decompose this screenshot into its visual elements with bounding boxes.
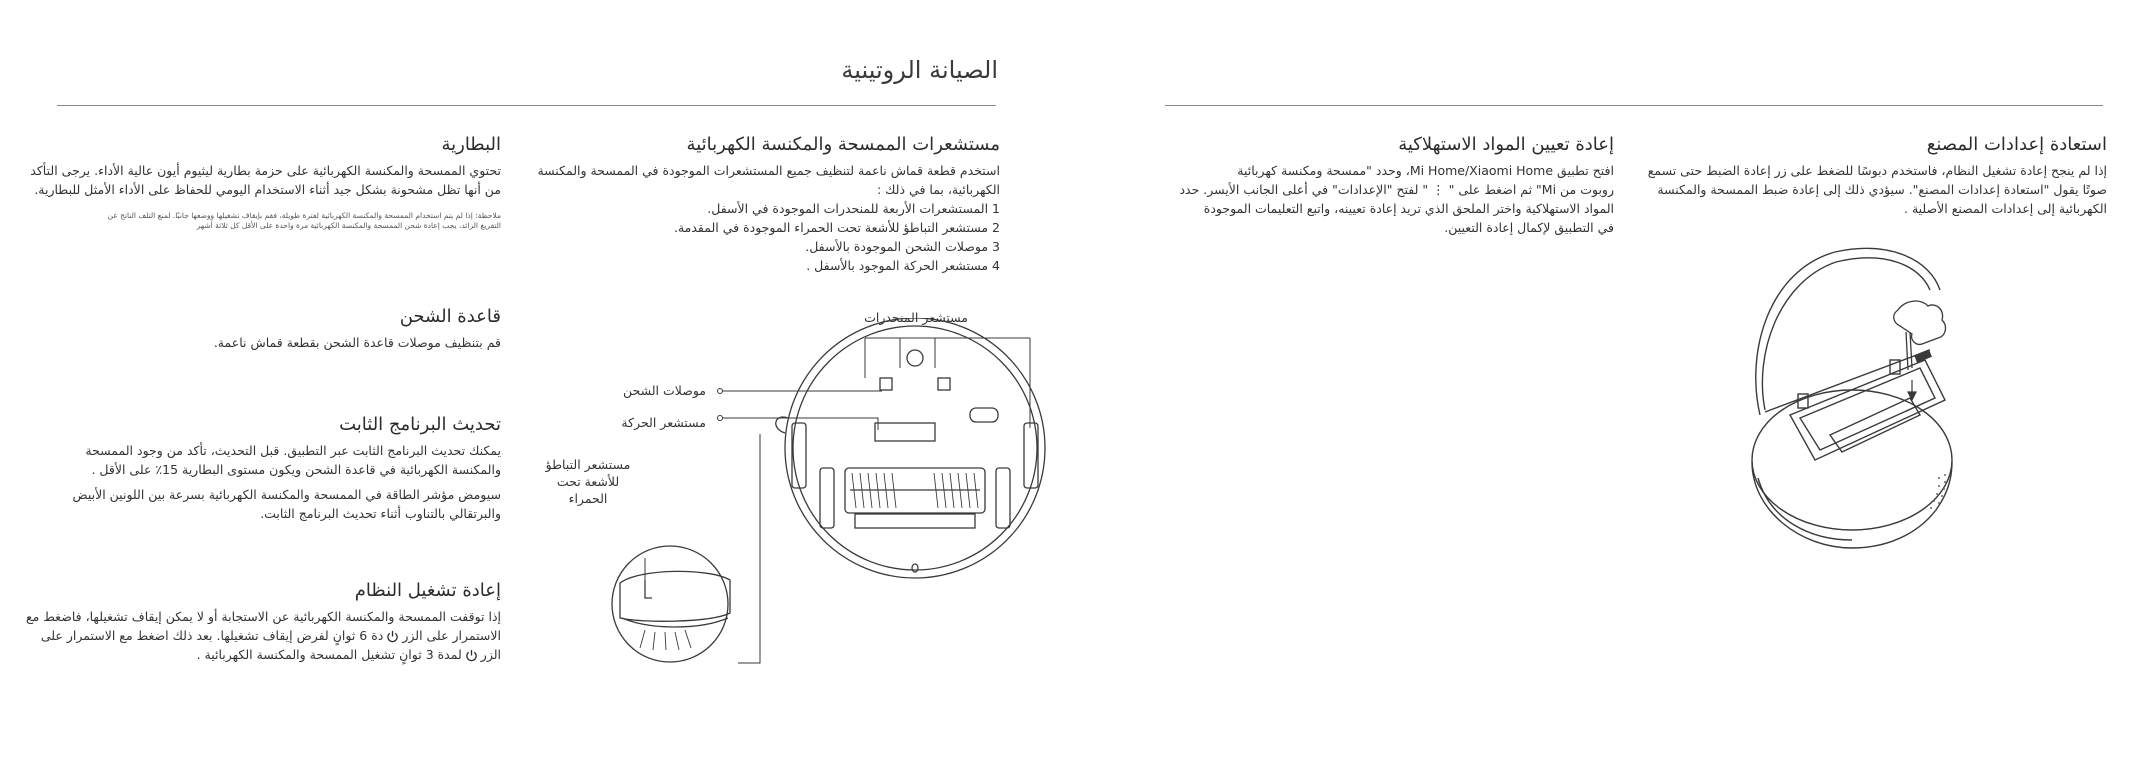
ir-sensor-label-line: مستشعر التباطؤ	[545, 457, 631, 472]
battery-heading: البطارية	[441, 134, 501, 155]
ir-sensor-label-line: الحمراء	[568, 491, 608, 506]
sensors-list-item: 3 موصلات الشحن الموجودة بالأسفل.	[805, 239, 1000, 254]
factory-reset-heading: استعادة إعدادات المصنع	[1926, 134, 2107, 155]
power-icon	[386, 630, 399, 643]
sensors-intro-line: استخدم قطعة قماش ناعمة لتنظيف جميع المستشعرات الموجودة في الممسحة والمكنسة	[537, 163, 1000, 178]
power-icon	[465, 649, 478, 662]
battery-note-line: التفريغ الزائد، يجب إعادة شحن الممسحة والمكنسة الكهربائية مرة واحدة على الأقل كل ثلاثة أشهر	[196, 221, 501, 230]
motion-sensor-label: مستشعر الحركة	[621, 415, 706, 430]
battery-section	[30, 134, 501, 231]
restart-line-part: دة 6 ثوانٍ لفرض إيقاف تشغيلها. بعد ذلك اضغط مع الاستمرار على	[40, 628, 384, 643]
battery-body	[30, 161, 501, 199]
header-rule-left	[57, 105, 996, 106]
restart-heading: إعادة تشغيل النظام	[354, 580, 501, 601]
consumables-reset-heading: إعادة تعيين المواد الاستهلاكية	[1398, 134, 1614, 155]
restart-line: إذا توقفت الممسحة والمكنسة الكهربائية عن الاستجابة أو لا يمكن إيقاف تشغيلها، فاضغط مع	[26, 609, 501, 624]
consumables-reset-line: في التطبيق لإكمال إعادة التعيين.	[1444, 220, 1614, 235]
page-title: الصيانة الروتينية	[841, 56, 998, 84]
ir-sensor-label-line: للأشعة تحت	[556, 474, 620, 489]
charging-contacts-label: موصلات الشحن	[623, 383, 706, 398]
consumables-reset-section	[1179, 134, 1614, 237]
dock-line: قم بتنظيف موصلات قاعدة الشحن بقطعة قماش ناعمة.	[213, 335, 501, 350]
restart-line-part: الاستمرار على الزر	[402, 628, 501, 643]
restart-section	[26, 580, 501, 664]
consumables-reset-body	[1179, 161, 1614, 237]
consumables-reset-line: المواد الاستهلاكية واختر الملحق الذي تريد إعادة تعيينه، واتبع التعليمات الموجودة	[1203, 201, 1614, 216]
factory-reset-section	[1648, 134, 2107, 218]
firmware-heading: تحديث البرنامج الثابت	[339, 414, 501, 435]
factory-reset-line: صوتًا يقول "استعادة إعدادات المصنع". سيؤدي ذلك إلى إعادة ضبط الممسحة والمكنسة	[1657, 182, 2107, 197]
battery-line: تحتوي الممسحة والمكنسة الكهربائية على حزمة بطارية ليثيوم أيون عالية الأداء. يرجى التأكد	[30, 163, 501, 178]
robot-body-outline	[785, 318, 1045, 578]
battery-line: من أنها تظل مشحونة بشكل جيد أثناء الاستخدام اليومي للحفاظ على الأداء الأمثل للبطارية.	[34, 182, 501, 197]
sensors-intro-line: الكهربائية، بما في ذلك :	[876, 182, 1000, 197]
dock-heading: قاعدة الشحن	[399, 306, 501, 327]
battery-note	[30, 211, 501, 231]
consumables-reset-line: روبوت من Mi" ثم اضغط على " ⋮ " لفتح "الإعدادات" في أعلى الجانب الأيسر. حدد	[1179, 182, 1614, 197]
dock-body	[214, 333, 501, 352]
factory-reset-line: إذا لم ينجح إعادة تشغيل النظام، فاستخدم دبوسًا للضغط على زر إعادة الضبط حتى تسمع	[1647, 163, 2107, 178]
sensors-body	[537, 161, 1000, 275]
sensors-section	[537, 134, 1000, 275]
cliff-sensor-label: مستشعر المنحدرات	[864, 310, 968, 325]
robot-open-lid-illustration	[1740, 240, 1960, 570]
restart-line-part: الزر	[480, 647, 501, 662]
firmware-line: والبرتقالي بالتناوب أثناء تحديث البرنامج الثابت.	[260, 506, 501, 521]
firmware-body	[73, 441, 501, 523]
restart-line	[26, 626, 501, 645]
robot-underside-diagram	[560, 318, 1080, 688]
ir-sensor-zoom-circle	[612, 546, 728, 662]
sensors-list-item: 2 مستشعر التباطؤ للأشعة تحت الحمراء الموجودة في المقدمة.	[673, 220, 1000, 235]
restart-line	[26, 645, 501, 664]
consumables-reset-line: افتح تطبيق Mi Home/Xiaomi Home، وحدد "ممسحة ومكنسة كهربائية	[1237, 163, 1614, 178]
factory-reset-line: الكهربائية إلى إعدادات المصنع الأصلية .	[1904, 201, 2107, 216]
sensors-heading: مستشعرات الممسحة والمكنسة الكهربائية	[686, 134, 1000, 155]
factory-reset-body	[1648, 161, 2107, 218]
battery-note-line: ملاحظة: إذا لم يتم استخدام الممسحة والمكنسة الكهربائية لفترة طويلة، فقم بإيقاف تشغيلها ووضعها جانبًا. لمنع التلف الناتج عن	[107, 211, 501, 220]
header-rule-right	[1165, 105, 2103, 106]
firmware-line: سيومض مؤشر الطاقة في الممسحة والمكنسة الكهربائية بسرعة بين اللونين الأبيض	[72, 487, 501, 502]
firmware-line: والمكنسة الكهربائية في قاعدة الشحن ويكون مستوى البطارية 15٪ على الأقل .	[91, 462, 501, 477]
sensors-list-item: 4 مستشعر الحركة الموجود بالأسفل .	[806, 258, 1000, 273]
firmware-section	[73, 414, 501, 523]
sensors-list-item: 1 المستشعرات الأربعة للمنحدرات الموجودة في الأسفل.	[707, 201, 1000, 216]
restart-line-part: لمدة 3 ثوانٍ تشغيل الممسحة والمكنسة الكهربائية .	[196, 647, 462, 662]
firmware-line: يمكنك تحديث البرنامج الثابت عبر التطبيق. قبل التحديث، تأكد من وجود الممسحة	[85, 443, 501, 458]
restart-body	[26, 607, 501, 664]
dock-section	[214, 306, 501, 352]
